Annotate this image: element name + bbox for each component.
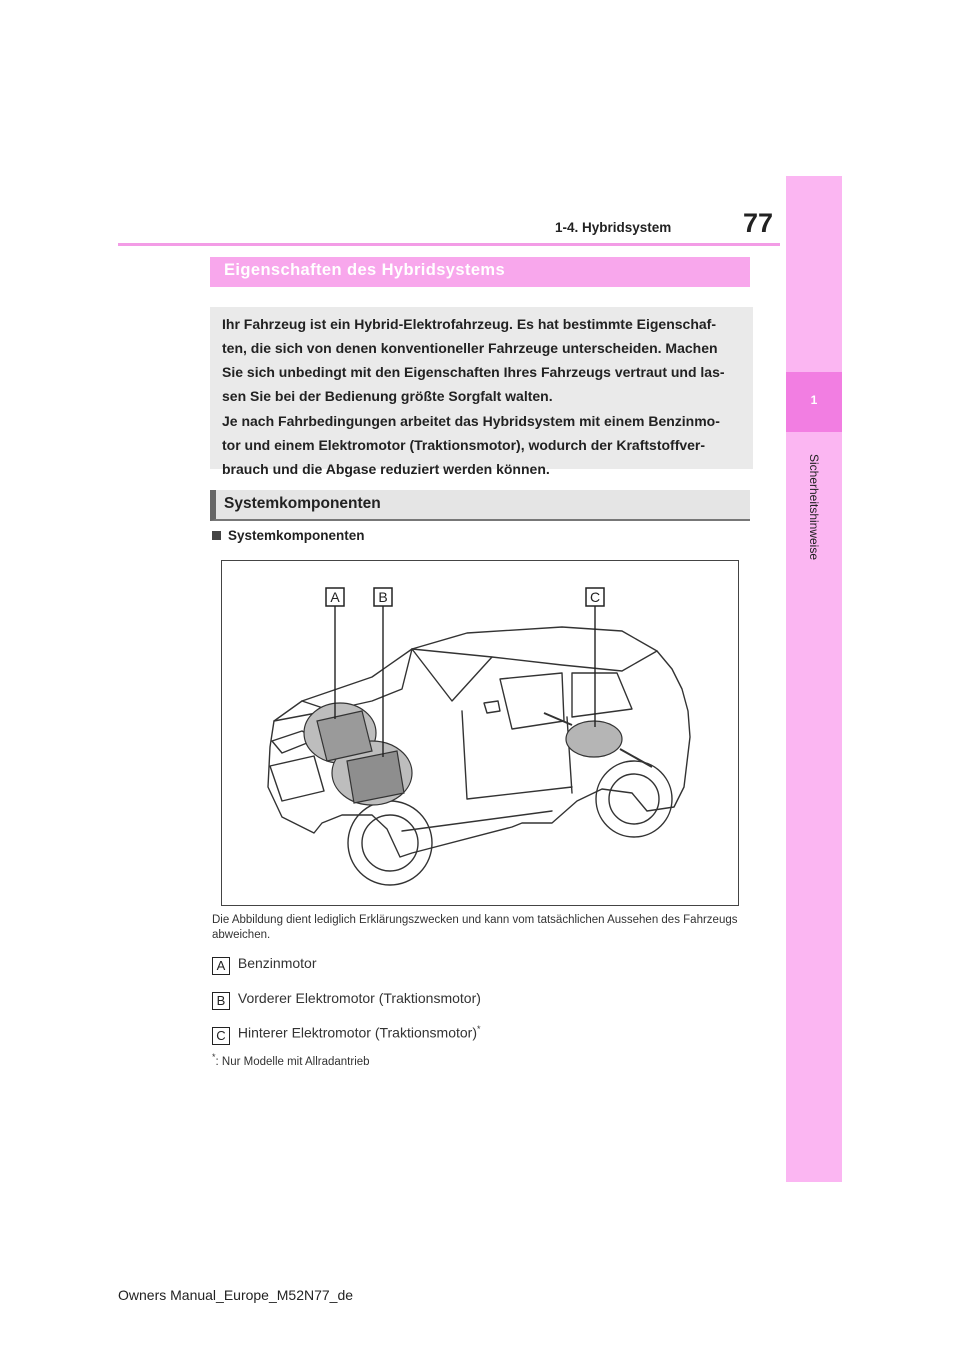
intro-box xyxy=(210,307,753,477)
section-heading-text: Systemkomponenten xyxy=(224,495,381,512)
intro-line: tor und einem Elektromotor (Traktionsmotor), wodurch der Kraftstoffver- xyxy=(222,437,706,453)
header-rule xyxy=(118,243,780,246)
front-wheel-hub xyxy=(362,815,418,871)
legend-text: Vorderer Elektromotor (Traktionsmotor) xyxy=(237,990,481,1006)
figure-caption: Die Abbildung dient lediglich Erklärungszwecken und kann vom tatsächlichen Aussehen des Fahrzeugs abweichen. xyxy=(212,914,738,941)
callout-label-b: B xyxy=(378,589,388,605)
intro-line: brauch und die Abgase reduziert werden können. xyxy=(222,461,550,477)
footnote xyxy=(212,1052,370,1068)
car-roof xyxy=(412,649,657,671)
car-windshield xyxy=(412,649,492,701)
intro-line: ten, die sich von denen konventioneller Fahrzeuge unterscheiden. Machen xyxy=(222,340,718,356)
legend-text: Hinterer Elektromotor (Traktionsmotor) xyxy=(237,1024,477,1041)
car-door-lines xyxy=(462,711,572,799)
intro-line: Je nach Fahrbedingungen arbeitet das Hybridsystem mit einem Benzinmo- xyxy=(222,413,720,429)
car-window-front xyxy=(500,673,564,729)
intro-line: Sie sich unbedingt mit den Eigenschaften Ihres Fahrzeugs vertraut und las- xyxy=(222,364,725,380)
chapter-number: 1 xyxy=(810,393,818,407)
legend-label-box: B xyxy=(212,992,230,1010)
section-heading-components xyxy=(210,490,750,521)
figure-frame xyxy=(221,560,739,906)
chapter-title: Sicherheitshinweise xyxy=(807,453,821,561)
engine-cluster xyxy=(304,703,412,805)
section-heading-hybrid-features xyxy=(210,257,750,287)
car-grille xyxy=(270,756,324,801)
car-mirror xyxy=(484,701,500,713)
callout-label-c: C xyxy=(589,589,601,605)
chapter-sidebar xyxy=(786,176,842,1182)
footnote-mark: * xyxy=(212,1052,216,1062)
page-number: 77 xyxy=(743,208,774,238)
section-header: 1-4. Hybridsystem xyxy=(555,220,672,235)
legend-text: Benzinmotor xyxy=(237,955,317,971)
legend-item-b xyxy=(212,990,481,1010)
callout-label-a: A xyxy=(330,589,340,605)
sub-heading-text: Systemkomponenten xyxy=(228,528,365,543)
legend-item-c xyxy=(212,1024,481,1045)
footnote-reference: * xyxy=(476,1024,481,1034)
rear-electric-motor xyxy=(566,721,622,757)
intro-line: Ihr Fahrzeug ist ein Hybrid-Elektrofahrzeug. Es hat bestimmte Eigenschaf- xyxy=(222,316,716,332)
motor-detail xyxy=(347,751,404,803)
front-wheel xyxy=(348,801,432,885)
car-window-rear xyxy=(572,673,632,717)
square-bullet-icon xyxy=(212,531,221,540)
car-rocker xyxy=(402,811,552,831)
footnote-text: : Nur Modelle mit Allradantrieb xyxy=(215,1055,370,1068)
footer-document-id: Owners Manual_Europe_M52N77_de xyxy=(118,1287,354,1303)
legend-label-box: A xyxy=(212,957,230,975)
legend-item-a xyxy=(212,955,316,975)
intro-line: sen Sie bei der Bedienung größte Sorgfalt walten. xyxy=(222,388,553,404)
legend-label-box: C xyxy=(212,1027,230,1045)
car-illustration xyxy=(222,561,738,905)
rear-wheel xyxy=(596,761,672,837)
section-heading-text: Eigenschaften des Hybridsystems xyxy=(224,261,506,279)
rear-wheel-hub xyxy=(609,774,659,824)
sub-heading xyxy=(212,528,365,543)
